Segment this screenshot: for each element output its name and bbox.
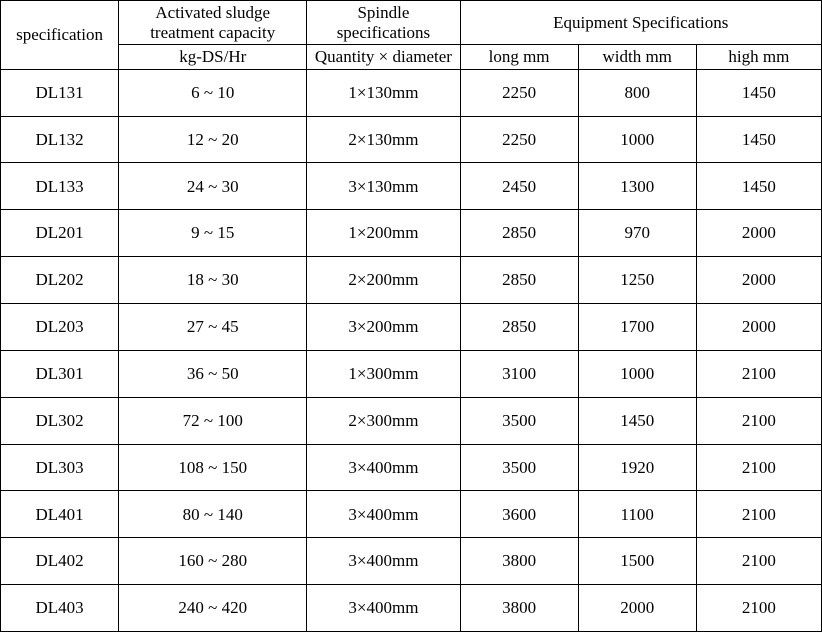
- header-spindle-group: Spindle specifications: [307, 1, 460, 45]
- cell-long: 3800: [460, 538, 578, 585]
- cell-width: 800: [578, 69, 696, 116]
- cell-specification: DL302: [1, 397, 119, 444]
- cell-specification: DL403: [1, 585, 119, 632]
- cell-high: 2100: [696, 491, 821, 538]
- header-row-top: [1, 1, 822, 45]
- cell-spindle: 2×300mm: [307, 397, 460, 444]
- cell-capacity: 9 ~ 15: [119, 210, 307, 257]
- cell-spindle: 3×130mm: [307, 163, 460, 210]
- cell-spindle: 3×200mm: [307, 303, 460, 350]
- cell-specification: DL201: [1, 210, 119, 257]
- table-row: [1, 444, 822, 491]
- cell-width: 1000: [578, 350, 696, 397]
- cell-long: 3500: [460, 444, 578, 491]
- header-equipment-group: Equipment Specifications: [460, 1, 821, 45]
- cell-width: 1100: [578, 491, 696, 538]
- table-row: [1, 491, 822, 538]
- header-capacity-group: Activated sludge treatment capacity: [119, 1, 307, 45]
- cell-high: 2100: [696, 444, 821, 491]
- table-row: [1, 585, 822, 632]
- cell-high: 2100: [696, 585, 821, 632]
- cell-long: 2450: [460, 163, 578, 210]
- cell-high: 2000: [696, 257, 821, 304]
- table-row: [1, 69, 822, 116]
- cell-spindle: 3×400mm: [307, 444, 460, 491]
- cell-capacity: 18 ~ 30: [119, 257, 307, 304]
- header-spindle-unit: Quantity × diameter: [307, 45, 460, 70]
- cell-capacity: 80 ~ 140: [119, 491, 307, 538]
- cell-long: 2850: [460, 210, 578, 257]
- table-row: [1, 538, 822, 585]
- cell-high: 2000: [696, 210, 821, 257]
- cell-long: 2250: [460, 116, 578, 163]
- cell-width: 1000: [578, 116, 696, 163]
- table-row: [1, 350, 822, 397]
- table-row: [1, 397, 822, 444]
- cell-width: 1700: [578, 303, 696, 350]
- cell-spindle: 3×400mm: [307, 538, 460, 585]
- table-row: [1, 163, 822, 210]
- cell-spindle: 1×130mm: [307, 69, 460, 116]
- cell-capacity: 36 ~ 50: [119, 350, 307, 397]
- cell-capacity: 108 ~ 150: [119, 444, 307, 491]
- cell-capacity: 6 ~ 10: [119, 69, 307, 116]
- cell-spindle: 2×130mm: [307, 116, 460, 163]
- cell-spindle: 1×200mm: [307, 210, 460, 257]
- table-body: [1, 69, 822, 631]
- cell-high: 1450: [696, 69, 821, 116]
- cell-width: 970: [578, 210, 696, 257]
- cell-long: 3100: [460, 350, 578, 397]
- table-row: [1, 210, 822, 257]
- cell-high: 2000: [696, 303, 821, 350]
- cell-specification: DL202: [1, 257, 119, 304]
- cell-capacity: 24 ~ 30: [119, 163, 307, 210]
- cell-specification: DL131: [1, 69, 119, 116]
- cell-high: 1450: [696, 116, 821, 163]
- cell-long: 3800: [460, 585, 578, 632]
- cell-specification: DL301: [1, 350, 119, 397]
- cell-long: 2850: [460, 257, 578, 304]
- cell-long: 3500: [460, 397, 578, 444]
- header-high-mm: high mm: [696, 45, 821, 70]
- cell-specification: DL132: [1, 116, 119, 163]
- cell-capacity: 160 ~ 280: [119, 538, 307, 585]
- table-row: [1, 303, 822, 350]
- cell-width: 1450: [578, 397, 696, 444]
- header-width-mm: width mm: [578, 45, 696, 70]
- table-row: [1, 257, 822, 304]
- cell-width: 1920: [578, 444, 696, 491]
- cell-long: 2250: [460, 69, 578, 116]
- cell-high: 2100: [696, 350, 821, 397]
- cell-specification: DL203: [1, 303, 119, 350]
- cell-specification: DL303: [1, 444, 119, 491]
- cell-high: 1450: [696, 163, 821, 210]
- cell-capacity: 27 ~ 45: [119, 303, 307, 350]
- header-row-sub: [1, 45, 822, 70]
- table-header: [1, 1, 822, 70]
- cell-capacity: 240 ~ 420: [119, 585, 307, 632]
- table-row: [1, 116, 822, 163]
- cell-spindle: 3×400mm: [307, 491, 460, 538]
- cell-high: 2100: [696, 538, 821, 585]
- cell-width: 2000: [578, 585, 696, 632]
- cell-specification: DL401: [1, 491, 119, 538]
- cell-spindle: 1×300mm: [307, 350, 460, 397]
- cell-specification: DL402: [1, 538, 119, 585]
- cell-width: 1250: [578, 257, 696, 304]
- cell-spindle: 2×200mm: [307, 257, 460, 304]
- header-long-mm: long mm: [460, 45, 578, 70]
- header-capacity-unit: kg-DS/Hr: [119, 45, 307, 70]
- cell-high: 2100: [696, 397, 821, 444]
- cell-capacity: 72 ~ 100: [119, 397, 307, 444]
- cell-spindle: 3×400mm: [307, 585, 460, 632]
- header-specification: specification: [1, 1, 119, 70]
- cell-capacity: 12 ~ 20: [119, 116, 307, 163]
- cell-width: 1300: [578, 163, 696, 210]
- cell-width: 1500: [578, 538, 696, 585]
- cell-specification: DL133: [1, 163, 119, 210]
- cell-long: 2850: [460, 303, 578, 350]
- cell-long: 3600: [460, 491, 578, 538]
